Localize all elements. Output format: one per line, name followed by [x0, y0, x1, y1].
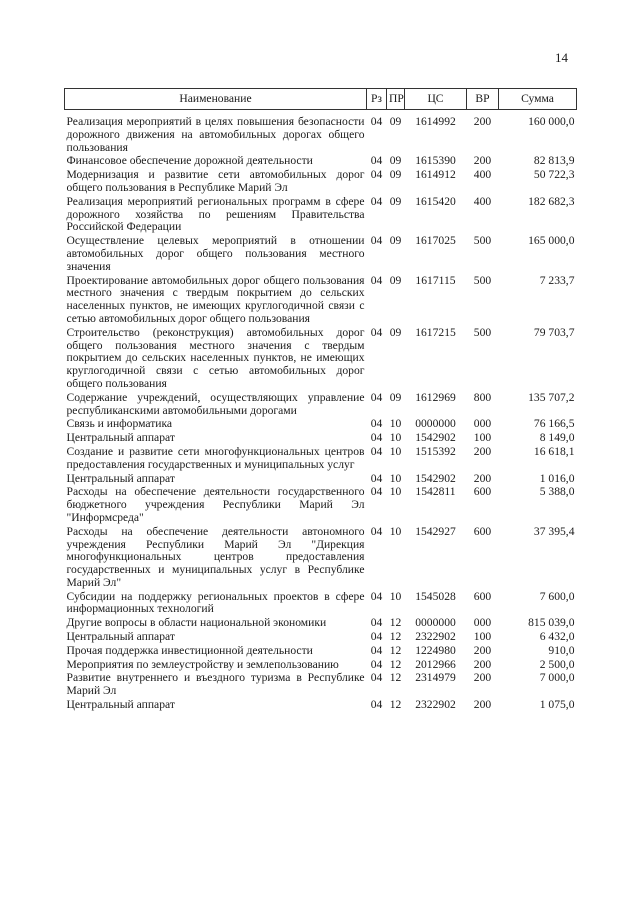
table-row — [65, 659, 577, 673]
cell-vr: 200 — [473, 671, 492, 685]
cell-pr: 10 — [389, 589, 402, 603]
cell-rz: 04 — [370, 630, 383, 644]
table-row — [65, 699, 577, 713]
cell-sum: 910,0 — [548, 643, 575, 657]
cell-name: Финансовое обеспечение дорожной деятельности — [66, 154, 313, 168]
cell-rz: 04 — [370, 698, 383, 712]
cell-vr: 200 — [473, 471, 492, 485]
cell-sum: 7 600,0 — [539, 589, 575, 603]
cell-sum: 8 149,0 — [539, 431, 575, 445]
cell-pr: 12 — [389, 616, 402, 630]
cell-vr: 200 — [473, 657, 492, 671]
table-header — [65, 89, 577, 110]
cell-pr: 10 — [389, 471, 402, 485]
table-row — [65, 591, 577, 618]
cell-name: Субсидии на поддержку региональных проектов в сфере информационных технологий — [66, 589, 365, 616]
cell-vr: 600 — [473, 589, 492, 603]
table-row — [65, 275, 577, 327]
cell-pr: 12 — [389, 698, 402, 712]
cell-cs: 1617215 — [415, 325, 456, 339]
cell-vr: 200 — [473, 643, 492, 657]
cell-pr: 12 — [389, 657, 402, 671]
cell-pr: 09 — [389, 234, 402, 248]
cell-rz: 04 — [370, 168, 383, 182]
cell-rz: 04 — [370, 273, 383, 287]
cell-name: Мероприятия по землеустройству и землепользованию — [66, 657, 339, 671]
table-row — [65, 672, 577, 699]
cell-rz: 04 — [370, 431, 383, 445]
cell-sum: 50 722,3 — [533, 168, 575, 182]
cell-rz: 04 — [370, 325, 383, 339]
cell-pr: 10 — [389, 444, 402, 458]
cell-rz: 04 — [370, 154, 383, 168]
cell-rz: 04 — [370, 485, 383, 499]
cell-name: Содержание учреждений, осуществляющих управление республиканскими автомобильными дорогами — [66, 390, 365, 417]
cell-rz: 04 — [370, 616, 383, 630]
cell-vr: 500 — [473, 234, 492, 248]
cell-sum: 182 682,3 — [528, 194, 575, 208]
cell-vr: 000 — [473, 616, 492, 630]
cell-rz: 04 — [370, 471, 383, 485]
cell-rz: 04 — [370, 657, 383, 671]
cell-sum: 79 703,7 — [533, 325, 575, 339]
cell-pr: 09 — [389, 194, 402, 208]
header-sum: Сумма — [499, 89, 577, 110]
cell-rz: 04 — [370, 589, 383, 603]
page-number: 14 — [555, 50, 568, 65]
cell-cs: 2012966 — [415, 657, 456, 671]
table-row — [65, 526, 577, 591]
cell-pr: 09 — [389, 273, 402, 287]
cell-sum: 7 000,0 — [539, 671, 575, 685]
cell-cs: 1542811 — [415, 485, 456, 499]
cell-sum: 1 075,0 — [539, 698, 575, 712]
cell-sum: 6 432,0 — [539, 630, 575, 644]
cell-vr: 200 — [473, 115, 492, 128]
cell-vr: 500 — [473, 273, 492, 287]
cell-rz: 04 — [370, 671, 383, 685]
cell-name: Центральный аппарат — [66, 630, 175, 644]
cell-pr: 10 — [389, 485, 402, 499]
cell-sum: 1 016,0 — [539, 471, 575, 485]
cell-vr: 200 — [473, 444, 492, 458]
table-row — [65, 446, 577, 473]
cell-pr: 12 — [389, 643, 402, 657]
cell-vr: 100 — [473, 630, 492, 644]
cell-sum: 16 618,1 — [533, 444, 575, 458]
cell-cs: 1617115 — [415, 273, 456, 287]
cell-cs: 1614992 — [415, 115, 456, 128]
cell-sum: 7 233,7 — [539, 273, 575, 287]
cell-cs: 1545028 — [415, 589, 456, 603]
table-row — [65, 645, 577, 659]
header-pr: ПР — [387, 89, 405, 110]
cell-cs: 1615390 — [415, 154, 456, 168]
cell-vr: 200 — [473, 698, 492, 712]
cell-name: Проектирование автомобильных дорог общего пользования местного значения с твердым покрытием до сельских населенных пунктов, не имеющих круглогодичной связи с сетью автомобильных дорог общего пользования — [66, 273, 365, 325]
cell-sum: 160 000,0 — [528, 115, 575, 128]
cell-pr: 09 — [389, 168, 402, 182]
cell-sum: 82 813,9 — [533, 154, 575, 168]
cell-cs: 1224980 — [415, 643, 456, 657]
cell-sum: 815 039,0 — [528, 616, 575, 630]
cell-sum: 37 395,4 — [533, 524, 575, 538]
table-row — [65, 169, 577, 196]
table-row — [65, 155, 577, 169]
cell-cs: 1614912 — [415, 168, 456, 182]
cell-pr: 09 — [389, 115, 402, 128]
cell-cs: 2322902 — [415, 698, 456, 712]
table-row — [65, 418, 577, 432]
cell-vr: 100 — [473, 431, 492, 445]
cell-sum: 2 500,0 — [539, 657, 575, 671]
table-row — [65, 486, 577, 525]
header-vr: ВР — [467, 89, 499, 110]
header-name: Наименование — [65, 89, 367, 110]
cell-name: Развитие внутреннего и въездного туризма в Республике Марий Эл — [66, 671, 365, 698]
cell-pr: 09 — [389, 390, 402, 404]
table-row — [65, 327, 577, 392]
cell-rz: 04 — [370, 115, 383, 128]
cell-rz: 04 — [370, 417, 383, 431]
cell-cs: 2322902 — [415, 630, 456, 644]
cell-pr: 12 — [389, 630, 402, 644]
cell-cs: 2314979 — [415, 671, 456, 685]
cell-vr: 800 — [473, 390, 492, 404]
table-row — [65, 617, 577, 631]
cell-name: Модернизация и развитие сети автомобильных дорог общего пользования в Республике Марий Эл — [66, 168, 365, 194]
cell-pr: 09 — [389, 325, 402, 339]
cell-name: Строительство (реконструкция) автомобильных дорог общего пользования местного значения с твердым покрытием до сельских населенных пунктов, не имеющих круглогодичной связи с сетью автомобильных дорог общего пользования — [66, 325, 365, 390]
cell-name: Реализация мероприятий в целях повышения безопасности дорожного движения на автомобильных дорогах общего пользования — [66, 115, 365, 154]
table-body — [65, 110, 577, 713]
cell-name: Другие вопросы в области национальной экономики — [66, 616, 327, 630]
cell-name: Создание и развитие сети многофункциональных центров предоставления государственных и муниципальных услуг — [66, 444, 365, 471]
cell-rz: 04 — [370, 643, 383, 657]
cell-name: Расходы на обеспечение деятельности автономного учреждения Республики Марий Эл "Дирекция многофункциональных центров предоставления государственных и муниципальных услуг в Республике Марий Эл" — [66, 524, 365, 589]
cell-pr: 10 — [389, 431, 402, 445]
cell-pr: 10 — [389, 524, 402, 538]
table-row — [65, 631, 577, 645]
cell-cs: 1612969 — [415, 390, 456, 404]
header-rz: Рз — [367, 89, 387, 110]
cell-vr: 000 — [473, 417, 492, 431]
cell-cs: 0000000 — [415, 616, 456, 630]
cell-name: Реализация мероприятий региональных программ в сфере дорожного хозяйства по решениям Правительства Российской Федерации — [66, 194, 365, 234]
cell-rz: 04 — [370, 444, 383, 458]
cell-vr: 400 — [473, 194, 492, 208]
cell-pr: 10 — [389, 417, 402, 431]
cell-vr: 400 — [473, 168, 492, 182]
table-row — [65, 235, 577, 274]
cell-sum: 76 166,5 — [533, 417, 575, 431]
cell-name: Связь и информатика — [66, 417, 173, 431]
table-row — [65, 110, 577, 156]
cell-name: Центральный аппарат — [66, 698, 175, 712]
cell-vr: 500 — [473, 325, 492, 339]
cell-rz: 04 — [370, 234, 383, 248]
cell-name: Центральный аппарат — [66, 431, 175, 445]
cell-vr: 600 — [473, 485, 492, 499]
cell-name: Осуществление целевых мероприятий в отношении автомобильных дорог общего пользования местного значения — [66, 234, 365, 273]
cell-cs: 1542927 — [415, 524, 456, 538]
cell-sum: 5 388,0 — [539, 485, 575, 499]
cell-cs: 1615420 — [415, 194, 456, 208]
cell-pr: 12 — [389, 671, 402, 685]
table-row — [65, 196, 577, 235]
cell-rz: 04 — [370, 524, 383, 538]
cell-sum: 135 707,2 — [528, 390, 575, 404]
table-row — [65, 392, 577, 419]
table-row — [65, 473, 577, 487]
cell-rz: 04 — [370, 390, 383, 404]
cell-cs: 1542902 — [415, 471, 456, 485]
cell-cs: 1542902 — [415, 431, 456, 445]
cell-cs: 1515392 — [415, 444, 456, 458]
cell-name: Центральный аппарат — [66, 471, 175, 485]
cell-sum: 165 000,0 — [528, 234, 575, 248]
cell-rz: 04 — [370, 194, 383, 208]
cell-cs: 0000000 — [415, 417, 456, 431]
cell-cs: 1617025 — [415, 234, 456, 248]
cell-pr: 09 — [389, 154, 402, 168]
table-row — [65, 432, 577, 446]
header-cs: ЦС — [405, 89, 467, 110]
cell-name: Прочая поддержка инвестиционной деятельности — [66, 643, 313, 657]
cell-vr: 600 — [473, 524, 492, 538]
cell-name: Расходы на обеспечение деятельности государственного бюджетного учреждения Республики Марий Эл "Информсреда" — [66, 485, 365, 524]
cell-vr: 200 — [473, 154, 492, 168]
budget-table — [64, 88, 577, 713]
